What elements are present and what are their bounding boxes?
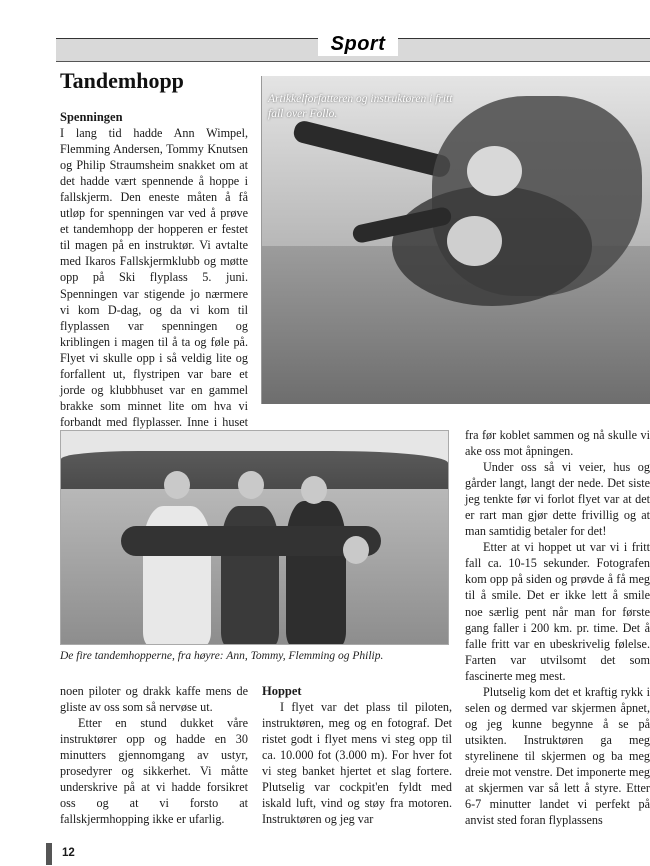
photo-face [447,216,502,266]
column-bottom-middle [262,683,452,827]
photo-person [286,501,346,645]
photo2-caption: De fire tandemhopperne, fra høyre: Ann, Tommy, Flemming og Philip. [60,650,384,662]
photo-person-held [121,526,381,556]
paragraph: Etter at vi hoppet ut var vi i fritt fall ca. 10-15 sekunder. Fotografen kom opp på siden og prøvde å få meg til å smile. Det er ikke lett å smile noe særlig pent når man for første gang faller i 200 km. pr. time. Det å falle fritt var en ubeskrivelig følelse. Farten var utvilsomt det som fascinerte meg mest. [465,540,650,683]
section-heading-hoppet: Hoppet [262,684,302,698]
photo1-caption: Artikkelforfatteren og instruktøren i fritt fall over Follo. [268,93,453,120]
header-rule [56,61,650,62]
column-right [465,427,650,828]
paragraph-spenningen: I lang tid hadde Ann Wimpel, Flemming Andersen, Tommy Knutsen og Philip Straumsheim snakket om at det hadde vært spennende å hoppe i fallskjerm. Den eneste måten å få utløp for spenningen var ved å prøve et tandemhopp der hopperen er festet til magen på en instruktør. Vi avtalte med Ikaros Fallskjermklubb og møtte opp på Ski flyplass 5. juni. Spenningen var stigende jo nærmere vi kom D-dag, og da vi kom til flyplassen var spenningen og kriblingen i magen til å ta og føle på. Flyet vi skulle opp i så veldig lite og forfallent ut, flystripen var bare et jorde og klubbhuset var en gammel brakke som minnet lite om hva vi forbandt med flyplasser. Inne i huset [60,126,248,429]
photo-head [343,536,369,564]
section-label: Sport [318,33,398,56]
column-left [60,109,248,446]
page-number-bar [46,843,52,865]
photo-head [164,471,190,499]
column-bottom-left [60,683,248,827]
photo-head [301,476,327,504]
paragraph: noen piloter og drakk kaffe mens de gliste av oss som så nervøse ut. [60,684,248,715]
photo-group [60,430,449,645]
photo-head [238,471,264,499]
page-number: 12 [62,847,75,859]
paragraph: I flyet var det plass til piloten, instruktøren, meg og en fotograf. Det ristet godt i flyet mens vi steg opp til ca. 10.000 fot (3.000 m). For hver fot vi steg banket hjertet et slag fortere. Plutselig var cockpit'en fyldt med iskald luft, vind og støy fra motoren. Instruktøren og jeg var [262,700,452,827]
section-heading-spenningen: Spenningen [60,110,123,124]
paragraph: Etter en stund dukket våre instruktører opp og hadde en 30 minutters gjennomgang av ustyr, prosedyrer og sikkerhet. Vi måtte underskrive på at vi hadde forsikret oss og at vi forsto at fallskjermhopping ikke er ufarlig. [60,716,248,827]
paragraph: Plutselig kom det et kraftig rykk i selen og dermed var skjermen åpnet, og jeg kunne begynne å se på utsikten. Instruktøren ga meg styrelinene til skjermen og ba meg dreie mot venstre. Det imponerte meg at skjermen var så lett å styre. Etter 6-7 minutter landet vi perfekt på anvist sted foran flyplassens [465,684,650,828]
article-title: Tandemhopp [60,68,184,93]
photo-freefall [261,76,650,404]
paragraph: Under oss så vi veier, hus og gårder langt, langt der nede. Det siste jeg tenkte før vi forlot flyet var at det er rart man gjør dette frivillig og at man samtidig betaler for det! [465,460,650,539]
photo-face [467,146,522,196]
paragraph: fra før koblet sammen og nå skulle vi ake oss mot åpningen. [465,428,650,459]
